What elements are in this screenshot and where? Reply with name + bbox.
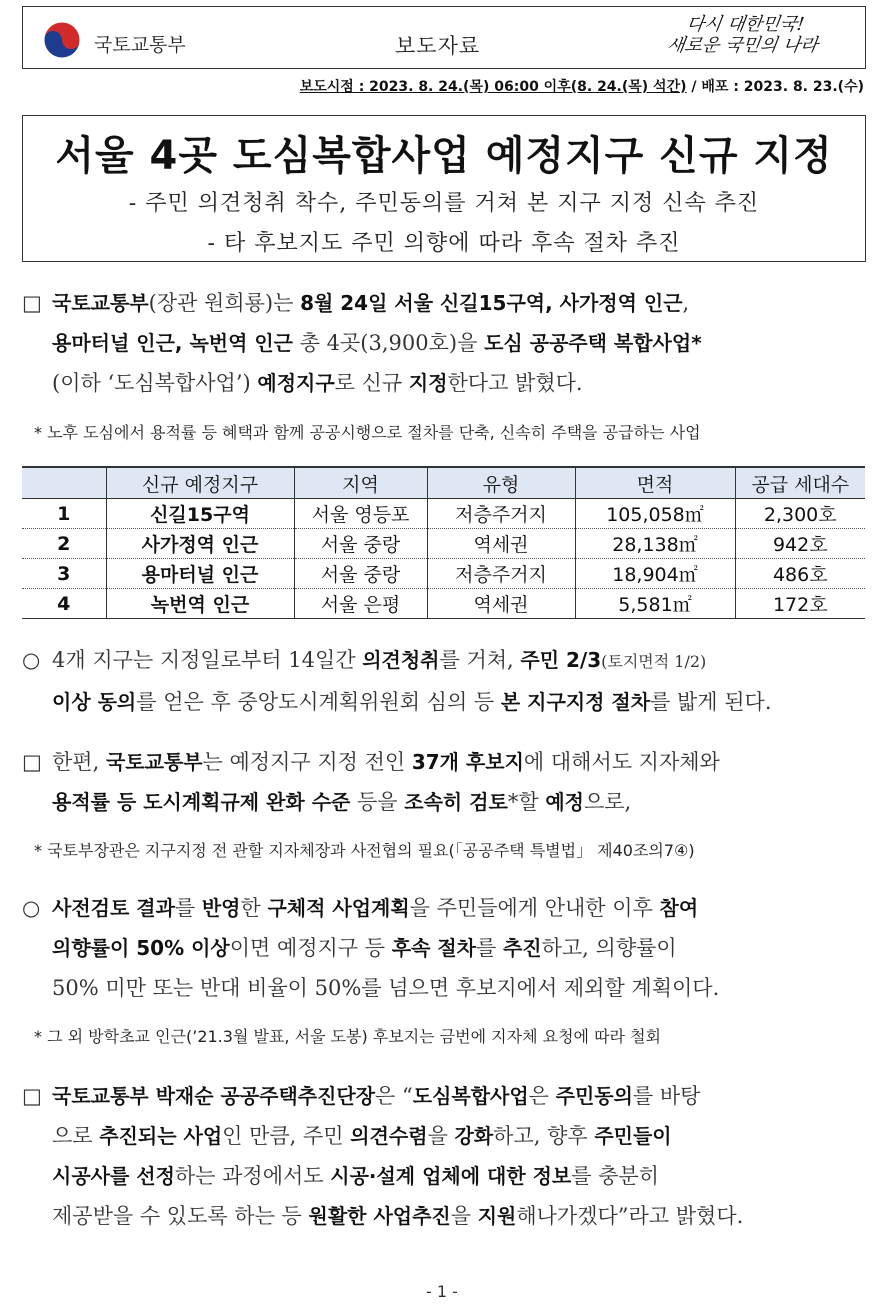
table-cell: 녹번역 인근 [106, 589, 294, 619]
table-cell: 1 [22, 499, 106, 529]
p3-s8: 조속히 검토 [404, 790, 508, 814]
table-cell: 서울 영등포 [294, 499, 427, 529]
col-header-area: 면적 [575, 467, 735, 499]
table-cell: 28,138㎡ [575, 529, 735, 559]
p5-s4: 은 [528, 1084, 556, 1108]
table-cell: 저층주거지 [427, 559, 575, 589]
p5-s22: 지원 [477, 1204, 517, 1228]
ministry-name: 국토교통부 [94, 34, 186, 56]
p4-s12: 추진 [502, 936, 542, 960]
p2-s6: 이상 동의 [52, 690, 137, 714]
p2-s2: 의견청취 [362, 648, 440, 672]
p1-s9: 예정지구 [257, 371, 335, 395]
table-cell: 105,058㎡ [575, 499, 735, 529]
p3-s3: 는 예정지구 지정 전인 [202, 750, 412, 774]
paragraph-2-line-2 [22, 682, 870, 722]
paragraph-4-line-3 [22, 968, 870, 1008]
p3-s7: 등을 [350, 790, 405, 814]
col-header-households: 공급 세대수 [735, 467, 865, 499]
distribution-date: 배포 : 2023. 8. 23.(수) [701, 79, 864, 95]
embargo-line [300, 76, 864, 96]
col-header-type: 유형 [427, 467, 575, 499]
paragraph-3-line-1 [22, 742, 870, 782]
p3-s1: 한편, [52, 750, 106, 774]
p1-s5: 용마터널 인근, 녹번역 인근 [52, 331, 294, 355]
p4-s10: 후속 절차 [391, 936, 476, 960]
table-cell: 역세권 [427, 529, 575, 559]
footnote-3: * 그 외 방학초교 인근(’21.3월 발표, 서울 도봉) 후보지는 금번에 지자체 요청에 따라 철회 [34, 1027, 661, 1046]
table-header-row [22, 467, 865, 499]
p4-s1: 사전검토 결과 [52, 896, 175, 920]
headline: 서울 4곳 도심복합사업 예정지구 신규 지정 [55, 133, 833, 179]
slogan-line-1: 다시 대한민국! [685, 14, 806, 35]
col-header-district: 신규 예정지구 [106, 467, 294, 499]
table-cell: 서울 중랑 [294, 529, 427, 559]
p5-s12: 강화 [454, 1124, 494, 1148]
paragraph-1-line-3 [22, 363, 870, 403]
p2-s5: (토지면적 1/2) [601, 652, 707, 671]
p5-s11: 을 [427, 1124, 455, 1148]
table-cell: 용마터널 인근 [106, 559, 294, 589]
p5-s13: 하고, 향후 [493, 1124, 595, 1148]
table-cell: 서울 은평 [294, 589, 427, 619]
p5-s18: 를 충분히 [571, 1164, 660, 1188]
p4-s9: 이면 예정지구 등 [229, 936, 392, 960]
press-release-label: 보도자료 [395, 34, 481, 58]
p1-s1: 국토교통부 [52, 291, 149, 315]
slogan [641, 14, 847, 56]
p5-s21: 을 [450, 1204, 478, 1228]
p5-s23: 해나가겠다”라고 밝혔다. [516, 1204, 744, 1228]
paragraph-3 [22, 742, 870, 822]
col-header-no [22, 467, 106, 499]
page-number: - 1 - [426, 1282, 458, 1301]
p4-s4: 한 [240, 896, 268, 920]
footnote-1: * 노후 도심에서 용적률 등 혜택과 함께 공공시행으로 절차를 단축, 신속히 주택을 공급하는 사업 [34, 423, 701, 442]
paragraph-5-line-3 [22, 1156, 870, 1196]
p5-s5: 주민동의 [555, 1084, 633, 1108]
table-row [22, 499, 865, 529]
paragraph-3-line-2 [22, 782, 870, 822]
p4-s7: 참여 [659, 896, 699, 920]
table-cell: 서울 중랑 [294, 559, 427, 589]
slogan-line-2: 새로운 국민의 나라 [665, 35, 820, 56]
paragraph-4-line-1 [22, 888, 870, 928]
p1-s11: 지정 [408, 371, 448, 395]
p5-s10: 의견수렴 [350, 1124, 428, 1148]
p1-s6: 총 4곳(3,900호)을 [293, 331, 485, 355]
government-logo-icon [42, 20, 82, 60]
p2-s8: 본 지구지정 절차 [500, 690, 651, 714]
table-cell: 역세권 [427, 589, 575, 619]
table-cell: 2,300호 [735, 499, 865, 529]
p4-s14: 50% 미만 또는 반대 비율이 50%를 넘으면 후보지에서 제외할 계획이다. [52, 976, 720, 1000]
subheadline-2: - 타 후보지도 주민 의향에 따라 후속 절차 추진 [207, 231, 681, 256]
table-cell: 사가정역 인근 [106, 529, 294, 559]
table-cell: 3 [22, 559, 106, 589]
paragraph-1-text [22, 283, 870, 323]
table-row [22, 559, 865, 589]
p3-s5: 에 대해서도 지자체와 [523, 750, 720, 774]
p3-s9: *할 [507, 790, 546, 814]
table-cell: 942호 [735, 529, 865, 559]
table-cell: 18,904㎡ [575, 559, 735, 589]
table-row [22, 529, 865, 559]
p5-s19: 제공받을 수 있도록 하는 등 [52, 1204, 309, 1228]
square-bullet: □ [22, 750, 42, 774]
p5-s1: 국토교통부 박재순 공공주택추진단장 [52, 1084, 376, 1108]
paragraph-1-line-2 [22, 323, 870, 363]
p1-s2: (장관 원희룡)는 [148, 291, 301, 315]
p3-s11: 으로, [583, 790, 632, 814]
p1-s8: (이하 ‘도심복합사업’) [52, 371, 258, 395]
table-cell: 신길15구역 [106, 499, 294, 529]
p5-s17: 시공·설계 업체에 대한 정보 [330, 1164, 572, 1188]
p3-s2: 국토교통부 [105, 750, 203, 774]
p5-s6: 를 바탕 [632, 1084, 701, 1108]
p2-s7: 를 얻은 후 중앙도시계획위원회 심의 등 [136, 690, 501, 714]
p1-s3: 8월 24일 서울 신길15구역, 사가정역 인근 [300, 291, 683, 315]
p4-s11: 를 [476, 936, 503, 960]
paragraph-4-line-2 [22, 928, 870, 968]
p2-s9: 를 밟게 된다. [650, 690, 772, 714]
table-cell: 486호 [735, 559, 865, 589]
p5-s2: 은 “ [375, 1084, 413, 1108]
p5-s3: 도심복합사업 [412, 1084, 529, 1108]
p5-s7: 으로 [52, 1124, 100, 1148]
p4-s13: 하고, 의향률이 [541, 936, 677, 960]
p4-s3: 반영 [201, 896, 241, 920]
p3-s6: 용적률 등 도시계획규제 완화 수준 [52, 790, 351, 814]
designated-districts-table [22, 466, 865, 619]
p5-s16: 하는 과정에서도 [174, 1164, 331, 1188]
paragraph-5-line-4 [22, 1196, 870, 1236]
p2-s3: 를 거쳐, [439, 648, 521, 672]
p4-s5: 구체적 사업계획 [267, 896, 410, 920]
paragraph-4 [22, 888, 870, 1008]
p4-s2: 를 [174, 896, 202, 920]
footnote-2: * 국토부장관은 지구지정 전 관할 지자체장과 사전협의 필요(「공공주택 특별법」 제40조의7④) [34, 841, 695, 860]
p4-s6: 을 주민들에게 안내한 이후 [409, 896, 660, 920]
p5-s9: 인 만큼, 주민 [222, 1124, 351, 1148]
p3-s4: 37개 후보지 [411, 750, 524, 774]
p2-s4: 주민 2/3 [520, 648, 602, 672]
square-bullet: □ [22, 291, 42, 315]
p5-s20: 원활한 사업추진 [308, 1204, 451, 1228]
col-header-region: 지역 [294, 467, 427, 499]
table-cell: 172호 [735, 589, 865, 619]
p4-s8: 의향률이 50% 이상 [52, 936, 230, 960]
p2-s1: 4개 지구는 지정일로부터 14일간 [52, 648, 363, 672]
paragraph-1 [22, 283, 870, 403]
p5-s8: 추진되는 사업 [99, 1124, 223, 1148]
p1-s4: , [682, 291, 690, 315]
paragraph-5 [22, 1076, 870, 1236]
square-bullet: □ [22, 1084, 42, 1108]
circle-bullet: ○ [22, 896, 41, 920]
paragraph-2 [22, 640, 870, 722]
p1-s7: 도심 공공주택 복합사업* [484, 331, 702, 355]
subheadline-1: - 주민 의견청취 착수, 주민동의를 거쳐 본 지구 지정 신속 추진 [128, 191, 760, 216]
table-cell: 5,581㎡ [575, 589, 735, 619]
p3-s10: 예정 [545, 790, 584, 814]
embargo-separator: / [686, 79, 702, 95]
paragraph-5-line-1 [22, 1076, 870, 1116]
release-time: 보도시점 : 2023. 8. 24.(목) 06:00 이후(8. 24.(목) 석간) [299, 79, 687, 95]
table-cell: 2 [22, 529, 106, 559]
p5-s15: 시공사를 선정 [52, 1164, 175, 1188]
p1-s10: 로 신규 [334, 371, 409, 395]
paragraph-5-line-2 [22, 1116, 870, 1156]
p5-s14: 주민들이 [594, 1124, 672, 1148]
circle-bullet: ○ [22, 648, 41, 672]
paragraph-2-line-1 [22, 640, 870, 682]
table-cell: 저층주거지 [427, 499, 575, 529]
table-row [22, 589, 865, 619]
table-cell: 4 [22, 589, 106, 619]
p1-s12: 한다고 밝혔다. [447, 371, 583, 395]
